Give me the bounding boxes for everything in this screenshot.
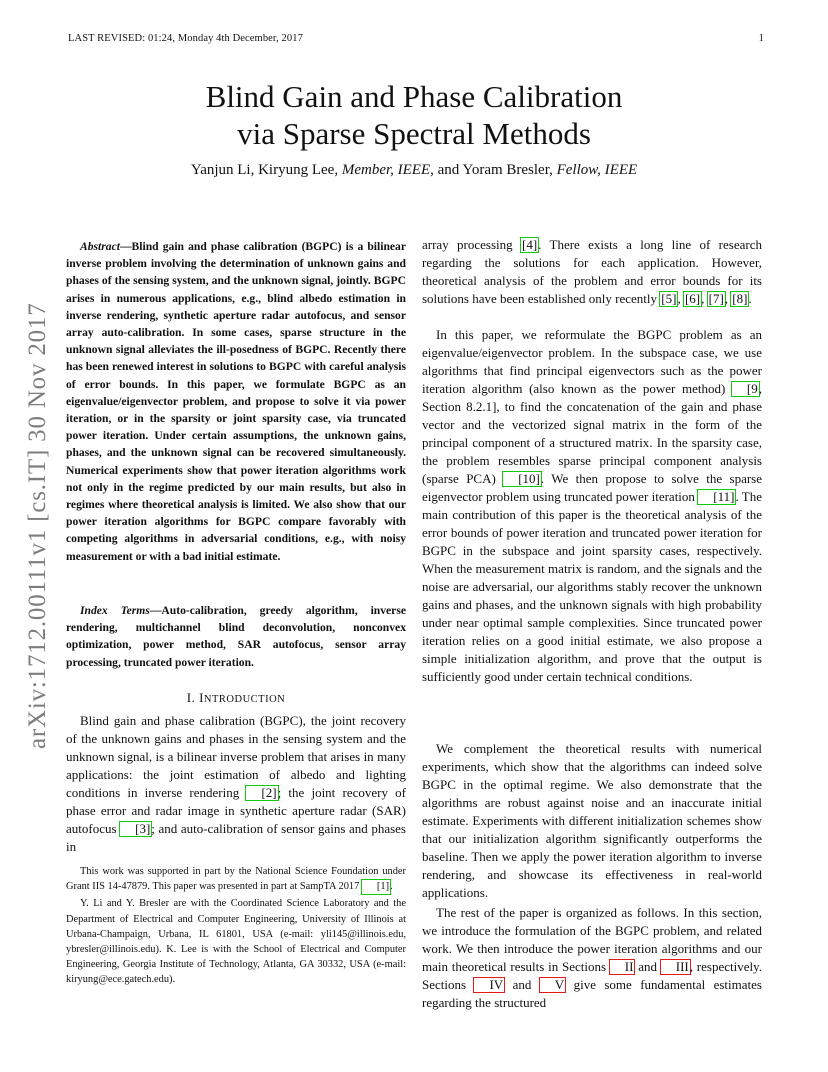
comma: , — [677, 291, 684, 306]
title-line-1: Blind Gain and Phase Calibration — [205, 79, 623, 114]
period: . — [748, 291, 752, 306]
intro-text-1: Blind gain and phase calibration (BGPC), the joint recovery of the unknown gains and phases in the sensing system and the unknown signal, is a bilinear inverse problem that arises in many applications: the joint estimation of albedo and lighting conditions in inverse rendering — [66, 713, 406, 800]
title-line-2: via Sparse Spectral Methods — [237, 116, 591, 151]
citation-10[interactable]: [10] — [503, 472, 541, 486]
author-role-fellow: Fellow, IEEE — [556, 162, 638, 178]
section-title-rest: NTRODUCTION — [203, 694, 286, 705]
running-header — [68, 33, 303, 44]
right-paragraph-4 — [422, 904, 762, 1012]
intro-text-3: ; and auto-calibration of sensor gains and phases in — [66, 821, 406, 854]
section-number: I. — [186, 690, 200, 705]
citation-2[interactable]: [2] — [246, 786, 277, 800]
citation-5[interactable]: [5] — [661, 291, 677, 306]
right-text-4a: The rest of the paper is organized as follows. In this section, we introduce the formulation of the BGPC problem, and related work. We then introduce the power iteration algorithms and our main theoretical results in Sections — [422, 905, 762, 974]
right-paragraph-2 — [422, 326, 762, 686]
citation-11[interactable]: [11] — [698, 490, 735, 504]
authors-part-1: Yanjun Li, Kiryung Lee, — [190, 162, 342, 178]
citation-9[interactable]: [9 — [732, 382, 759, 396]
right-text-3: We complement the theoretical results with numerical experiments, which show that the algorithms can indeed solve BGPC in the optimal regime. We also demonstrate that the algorithms are robust against noise and an inaccurate initial estimate. Experiments with different initialization schemes show that our initialization algorithm significantly outperforms the baseline. Then we apply the power iteration algorithm to inverse rendering, and showcase its effectiveness in real-world applications. — [422, 741, 762, 900]
right-text-2c: . We then propose to solve the sparse eigenvector problem using truncated power iteration — [422, 471, 763, 504]
authors-part-2: , and Yoram Bresler, — [430, 162, 557, 178]
section-heading-introduction — [66, 690, 406, 706]
footnote-affiliations: Y. Li and Y. Bresler are with the Coordinated Science Laboratory and the Department of Electrical and Computer Engineering, University of Illinois at Urbana-Champaign, Urbana, IL 61801, USA (e-mail: yli145@illinois.edu, ybresler@illinois.edu). K. Lee is with the School of Electrical and Computer Engineering, Georgia Institute of Technology, Atlanta, GA 30332, USA (e-mail: kiryung@ece.gatech.edu). — [66, 898, 406, 986]
intro-paragraph — [66, 712, 406, 856]
footnote-funding: This work was supported in part by the National Science Foundation under Grant IIS 14-47879. This paper was presented in part at SampTA 2017 — [66, 866, 406, 893]
section-link-III[interactable]: III — [661, 960, 690, 974]
right-text-4c: , respectively. Sections — [422, 959, 762, 992]
index-terms — [66, 602, 406, 671]
abstract — [66, 238, 406, 565]
footnotes — [66, 864, 406, 990]
header-text: LAST REVISED: 01:24, Monday 4th December, 2017 — [68, 33, 303, 44]
comma: , — [701, 291, 708, 306]
right-paragraph-3 — [422, 740, 762, 902]
right-text-4b: and — [634, 959, 661, 974]
index-terms-label: Index Terms — [80, 604, 150, 617]
citation-7[interactable]: [7] — [708, 291, 724, 306]
right-text-4e: give some fundamental estimates regarding the structured — [422, 977, 762, 1010]
right-text-2a: In this paper, we reformulate the BGPC problem as an eigenvalue/eigenvector problem. In the subspace case, we use algorithms that find principal eigenvectors such as the power iteration algorithm (also known as the power method) — [422, 327, 762, 396]
author-list — [0, 162, 828, 179]
section-title-initial: I — [199, 690, 204, 705]
right-text-1b: . There exists a long line of research regarding the solutions for each application. However, theoretical analysis of the problem and error bounds for its solutions have been established only recently — [422, 237, 762, 306]
citation-4[interactable]: [4] — [521, 237, 538, 252]
page-number: 1 — [758, 33, 764, 44]
comma: , — [724, 291, 732, 306]
intro-text-2: ; the joint recovery of phase error and radar image in synthetic aperture radar (SAR) autofocus — [66, 785, 406, 836]
arxiv-stamp: arXiv:1712.00111v1 [cs.IT] 30 Nov 2017 — [24, 302, 51, 750]
section-link-V[interactable]: V — [540, 978, 565, 992]
right-paragraph-1 — [422, 236, 762, 308]
section-link-IV[interactable]: IV — [474, 978, 504, 992]
right-text-2d: . The main contribution of this paper is the theoretical analysis of the error bounds of power iteration and truncated power iteration for BGPC in the subspace and joint sparsity cases, respectively. When the measurement matrix is random, and the signals and the noise are adversarial, our algorithms stably recover the unknown gains and phases, and the unknown signals with high probability under near optimal sample complexities. Since truncated power iteration relies on a good initial estimate, we also propose a simple initialization algorithm, and prove that the output is sufficiently good under certain technical conditions. — [422, 489, 762, 684]
abstract-label: Abstract — [80, 240, 120, 253]
footnote-funding-end: . — [390, 881, 393, 893]
abstract-text: —Blind gain and phase calibration (BGPC) is a bilinear inverse problem involving the determination of unknown gains and phases of the sensing system, and the unknown signal, jointly. BGPC arises in numerous applications, e.g., blind albedo estimation in inverse rendering, synthetic aperture radar autofocus, and sensor array auto-calibration. In some cases, sparse structure in the unknown signal alleviates the ill-posedness of BGPC. Recently there has been renewed interest in solutions to BGPC with careful analysis of error bounds. In this paper, we formulate BGPC as an eigenvalue/eigenvector problem, and propose to solve it via power iteration, or in the sparsity or joint sparsity case, via truncated power iteration. Under certain assumptions, the unknown gains, phases, and the unknown signal can be recovered simultaneously. Numerical experiments show that power iteration algorithms work not only in the regime predicted by our main results, but also in regimes where theoretical analysis is limited. We also show that our power iteration algorithms for BGPC compare favorably with competing algorithms in adversarial conditions, e.g., with noisy measurement or with a bad initial estimate. — [66, 240, 406, 563]
citation-1[interactable]: [1] — [362, 880, 390, 894]
right-text-2b: , Section 8.2.1], to find the concatenation of the gain and phase vector and the vectorized signal matrix in the form of the principal component of a structured matrix. In the sparsity case, the problem resembles sparse principal component analysis (sparse PCA) — [422, 381, 762, 486]
right-text-4d: and — [504, 977, 540, 992]
paper-title — [0, 78, 828, 152]
citation-6[interactable]: [6] — [684, 291, 701, 306]
section-link-II[interactable]: II — [610, 960, 635, 974]
author-role-member: Member, IEEE — [341, 162, 431, 178]
citation-8[interactable]: [8] — [732, 291, 748, 306]
right-text-1a: array processing — [422, 237, 521, 252]
index-terms-text: —Auto-calibration, greedy algorithm, inverse rendering, multichannel blind deconvolution, nonconvex optimization, power method, SAR autofocus, sensor array processing, truncated power iteration. — [66, 604, 406, 669]
citation-3[interactable]: [3] — [120, 822, 151, 836]
